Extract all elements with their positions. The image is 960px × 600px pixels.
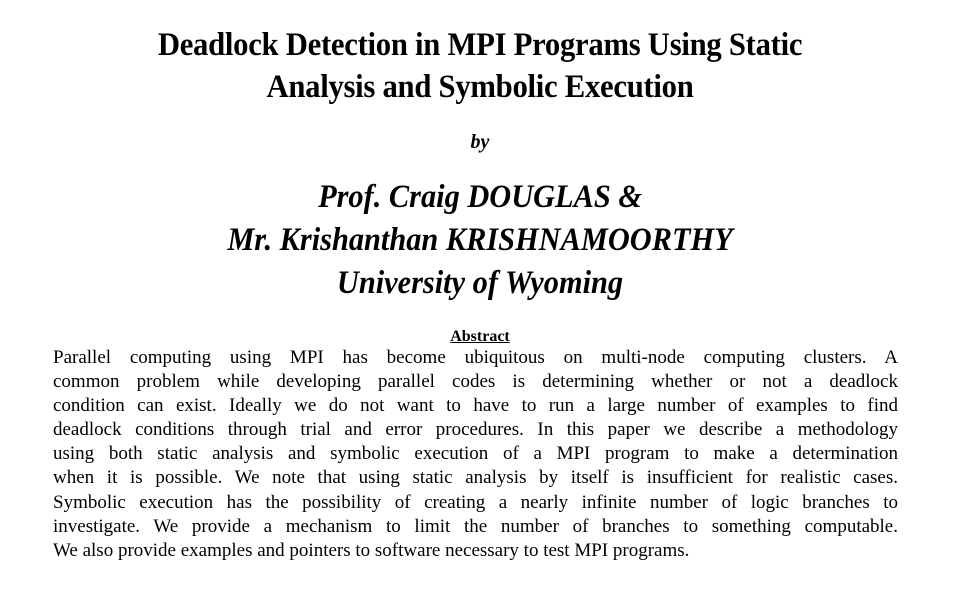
abstract-line: deadlock conditions through trial and error procedures. In this paper we describe a methodology	[53, 419, 898, 441]
abstract-line: Parallel computing using MPI has become ubiquitous on multi-node computing clusters. A	[53, 347, 898, 368]
abstract-line: common problem while developing parallel codes is determining whether or not a deadlock	[53, 371, 898, 393]
abstract-line: condition can exist. Ideally we do not want to have to run a large number of examples to find	[53, 395, 898, 417]
abstract-line: when it is possible. We note that using static analysis by itself is insufficient for realistic cases.	[53, 467, 898, 489]
paper-title-line-1: Deadlock Detection in MPI Programs Using Static	[157, 27, 803, 63]
abstract-line: We also provide examples and pointers to software necessary to test MPI programs.	[53, 539, 690, 561]
abstract-heading: Abstract	[450, 328, 510, 345]
author-2: Mr. Krishanthan KRISHNAMOORTHY	[227, 222, 733, 258]
abstract-line: Symbolic execution has the possibility of creating a nearly infinite number of logic branches to	[53, 491, 898, 513]
affiliation: University of Wyoming	[336, 265, 624, 301]
abstract-line: investigate. We provide a mechanism to limit the number of branches to something computable.	[53, 515, 898, 537]
paper-title-line-2: Analysis and Symbolic Execution	[266, 69, 694, 105]
author-1: Prof. Craig DOUGLAS &	[318, 179, 642, 215]
by-label: by	[470, 131, 490, 153]
abstract-body	[53, 346, 898, 563]
abstract-line: using both static analysis and symbolic execution of a MPI program to make a determination	[53, 443, 898, 465]
